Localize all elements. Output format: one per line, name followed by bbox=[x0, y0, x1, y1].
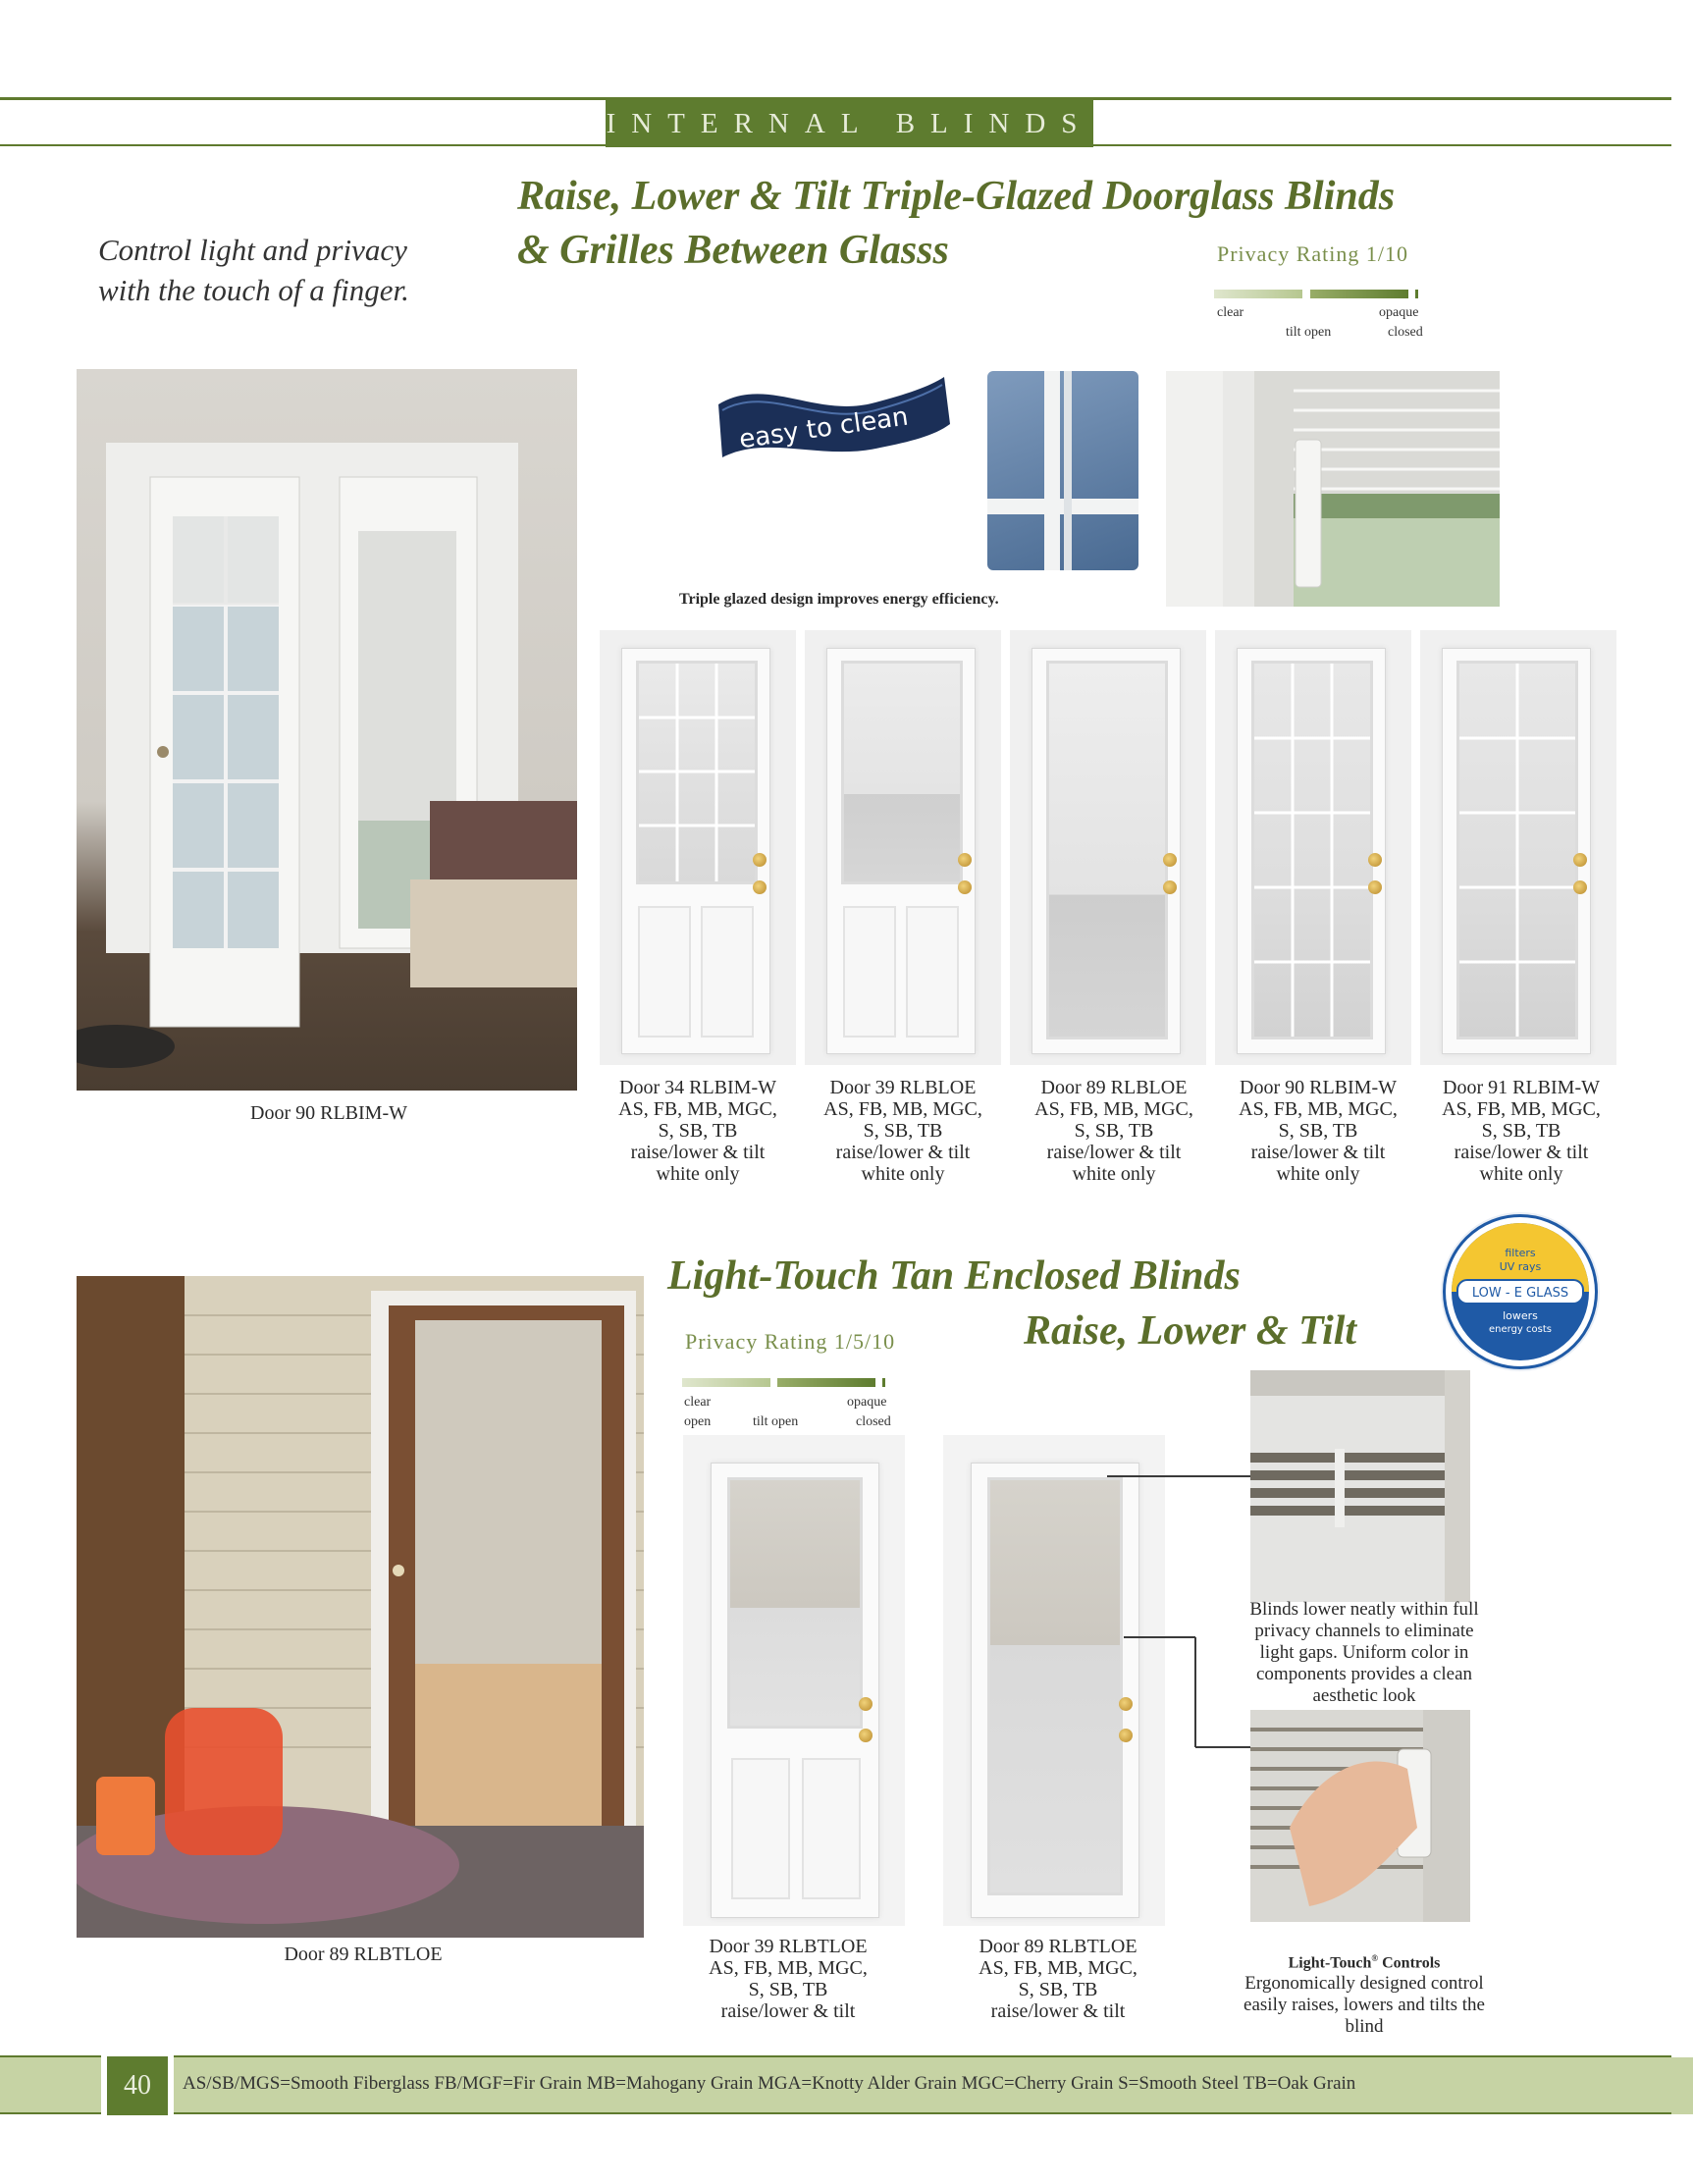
door-39-panel-right bbox=[906, 906, 959, 1038]
door-91-model: Door 91 RLBIM-W bbox=[1443, 1077, 1600, 1098]
door-91-slab bbox=[1442, 648, 1591, 1054]
section2-scale-bar-clear bbox=[682, 1378, 770, 1387]
door-39-model: Door 39 RLBLOE bbox=[829, 1077, 977, 1098]
section2-scale-label-tilt-open: tilt open bbox=[753, 1414, 799, 1429]
door-34-panel-right bbox=[701, 906, 754, 1038]
section1-title-line-2: & Grilles Between Glasss bbox=[517, 228, 949, 273]
banner-text: easy to clean bbox=[737, 401, 911, 455]
door-card-39-tan bbox=[683, 1435, 905, 1926]
door-34-operation: raise/lower & tilt bbox=[630, 1142, 766, 1163]
door-39-tan-finishes: AS, FB, MB, MGC, bbox=[709, 1957, 868, 1979]
section2-scale-label-open: open bbox=[684, 1414, 712, 1429]
section2-title-line-1: Light-Touch Tan Enclosed Blinds bbox=[667, 1253, 1241, 1299]
tagline bbox=[98, 230, 409, 310]
door-90-operation: raise/lower & tilt bbox=[1250, 1142, 1386, 1163]
door-90-model: Door 90 RLBIM-W bbox=[1240, 1077, 1397, 1098]
door-39-tan-operation: raise/lower & tilt bbox=[720, 2000, 856, 2022]
privacy-channel-detail-photo bbox=[1250, 1370, 1470, 1602]
door-card-39 bbox=[805, 630, 1001, 1065]
door-caption-39-tan bbox=[677, 1936, 899, 2022]
door-34-knob-upper bbox=[753, 853, 767, 867]
door-90-color: white only bbox=[1276, 1163, 1360, 1185]
door-39-tan-finishes-2: S, SB, TB bbox=[748, 1979, 828, 2000]
door-39-glass bbox=[841, 661, 963, 884]
section1-scale-bar-clear bbox=[1214, 290, 1302, 298]
door-34-glass bbox=[636, 661, 758, 884]
door-39-tan-knob-lower bbox=[859, 1729, 873, 1742]
door-91-knob-lower bbox=[1573, 880, 1587, 894]
door-34-finishes-2: S, SB, TB bbox=[658, 1120, 738, 1142]
section1-privacy-rating: Privacy Rating 1/10 bbox=[1217, 241, 1408, 266]
door-39-panel-left bbox=[843, 906, 896, 1038]
section1-scale-bar-end bbox=[1415, 290, 1418, 298]
section2-scale-bar-end bbox=[882, 1378, 885, 1387]
door-34-panel-left bbox=[638, 906, 691, 1038]
interior-door-photo bbox=[77, 369, 577, 1091]
controls-title-text: Light-Touch bbox=[1288, 1954, 1372, 1972]
door-89-operation: raise/lower & tilt bbox=[1046, 1142, 1182, 1163]
banner-ribbon-icon bbox=[709, 365, 956, 471]
blinds-note-line-1: Blinds lower neatly within full bbox=[1249, 1599, 1479, 1620]
controls-note bbox=[1217, 1973, 1511, 2038]
door-card-91 bbox=[1420, 630, 1616, 1065]
door-34-finishes: AS, FB, MB, MGC, bbox=[618, 1098, 777, 1120]
door-caption-34 bbox=[600, 1077, 796, 1185]
door-39-tan-model: Door 39 RLBTLOE bbox=[709, 1936, 868, 1957]
controls-title bbox=[1217, 1947, 1511, 1974]
door-89-tan-finishes-2: S, SB, TB bbox=[1018, 1979, 1098, 2000]
low-e-glass-badge bbox=[1443, 1214, 1598, 1369]
controls-note-line-3: blind bbox=[1345, 2016, 1384, 2037]
door-89-color: white only bbox=[1072, 1163, 1156, 1185]
section2-title-line-2: Raise, Lower & Tilt bbox=[1024, 1308, 1357, 1354]
door-89-glass bbox=[1046, 661, 1168, 1039]
door-91-glass bbox=[1456, 661, 1578, 1039]
section1-scale-label-closed: closed bbox=[1388, 325, 1423, 340]
section2-privacy-rating: Privacy Rating 1/5/10 bbox=[685, 1329, 896, 1354]
easy-to-clean-banner bbox=[709, 365, 956, 471]
door-caption-89 bbox=[1016, 1077, 1212, 1185]
section2-scale-label-clear: clear bbox=[684, 1395, 712, 1410]
material-legend: AS/SB/MGS=Smooth Fiberglass FB/MGF=Fir Grain MB=Mahogany Grain MGA=Knotty Alder Grain MGC=Cherry Grain S=Smooth Steel TB=Oak Grain bbox=[183, 2073, 1356, 2094]
section2-scale-bar-opaque bbox=[777, 1378, 875, 1387]
door-34-slab bbox=[621, 648, 770, 1054]
door-39-tan-glass bbox=[727, 1477, 863, 1729]
tagline-line-2: with the touch of a finger. bbox=[98, 273, 409, 307]
grille-closeup-drawing bbox=[987, 371, 1138, 570]
door-caption-89-tan bbox=[947, 1936, 1169, 2022]
door-91-finishes-2: S, SB, TB bbox=[1481, 1120, 1561, 1142]
door-91-color: white only bbox=[1479, 1163, 1563, 1185]
door-card-89 bbox=[1010, 630, 1206, 1065]
tagline-line-1: Control light and privacy bbox=[98, 233, 407, 267]
page-number: 40 bbox=[107, 2056, 168, 2115]
exterior-door-photo bbox=[77, 1276, 644, 1938]
door-89-tan-model: Door 89 RLBTLOE bbox=[979, 1936, 1137, 1957]
blind-handle-closeup-photo bbox=[1166, 371, 1500, 607]
door-card-90 bbox=[1215, 630, 1411, 1065]
door-89-knob-upper bbox=[1163, 853, 1177, 867]
door-39-tan-slab bbox=[711, 1463, 879, 1918]
door-89-finishes-2: S, SB, TB bbox=[1074, 1120, 1154, 1142]
blinds-note-line-5: aesthetic look bbox=[1312, 1685, 1416, 1706]
door-90-slab bbox=[1237, 648, 1386, 1054]
interior-scene-drawing bbox=[77, 369, 577, 1091]
section1-scale-bar-opaque bbox=[1310, 290, 1408, 298]
door-card-34 bbox=[600, 630, 796, 1065]
door-89-tan-operation: raise/lower & tilt bbox=[990, 2000, 1126, 2022]
door-91-grille bbox=[1459, 664, 1575, 1037]
door-91-operation: raise/lower & tilt bbox=[1454, 1142, 1589, 1163]
door-caption-39 bbox=[805, 1077, 1001, 1185]
section2-scale-label-opaque: opaque bbox=[847, 1395, 887, 1410]
door-39-knob-lower bbox=[958, 880, 972, 894]
badge-text-bottom: lowers bbox=[1503, 1309, 1538, 1322]
controls-title-mark: ® bbox=[1371, 1953, 1379, 1963]
door-89-slab bbox=[1032, 648, 1181, 1054]
controls-note-line-1: Ergonomically designed control bbox=[1244, 1973, 1484, 1994]
privacy-channel-drawing bbox=[1250, 1370, 1470, 1602]
low-e-badge-icon bbox=[1446, 1217, 1595, 1366]
badge-text-top: filters bbox=[1505, 1247, 1536, 1259]
door-89-tan-finishes: AS, FB, MB, MGC, bbox=[979, 1957, 1137, 1979]
blinds-note bbox=[1217, 1599, 1511, 1707]
door-39-knob-upper bbox=[958, 853, 972, 867]
door-89-knob-lower bbox=[1163, 880, 1177, 894]
door-90-finishes-2: S, SB, TB bbox=[1278, 1120, 1358, 1142]
door-90-grille bbox=[1254, 664, 1370, 1037]
section2-main-photo-caption: Door 89 RLBTLOE bbox=[284, 1944, 443, 1965]
door-39-color: white only bbox=[861, 1163, 945, 1185]
blinds-note-line-4: components provides a clean bbox=[1255, 1664, 1472, 1684]
door-39-tan-knob-upper bbox=[859, 1697, 873, 1711]
door-91-knob-upper bbox=[1573, 853, 1587, 867]
door-39-finishes-2: S, SB, TB bbox=[863, 1120, 943, 1142]
door-90-finishes: AS, FB, MB, MGC, bbox=[1239, 1098, 1398, 1120]
door-90-knob-upper bbox=[1368, 853, 1382, 867]
triple-glazed-closeup-photo bbox=[987, 371, 1138, 570]
door-90-glass bbox=[1251, 661, 1373, 1039]
section1-scale-label-opaque: opaque bbox=[1379, 305, 1419, 320]
door-39-operation: raise/lower & tilt bbox=[835, 1142, 971, 1163]
blinds-note-line-2: privacy channels to eliminate bbox=[1254, 1621, 1474, 1641]
badge-text-bottom-2: energy costs bbox=[1489, 1324, 1552, 1335]
door-91-finishes: AS, FB, MB, MGC, bbox=[1442, 1098, 1601, 1120]
light-touch-drawing bbox=[1250, 1710, 1470, 1922]
exterior-scene-drawing bbox=[77, 1276, 644, 1938]
controls-note-line-2: easily raises, lowers and tilts the bbox=[1243, 1995, 1485, 2015]
door-39-finishes: AS, FB, MB, MGC, bbox=[823, 1098, 982, 1120]
door-90-knob-lower bbox=[1368, 880, 1382, 894]
door-39-slab bbox=[826, 648, 976, 1054]
door-39-tan-panel-right bbox=[802, 1758, 861, 1899]
door-34-model: Door 34 RLBIM-W bbox=[619, 1077, 776, 1098]
section2-scale-label-closed: closed bbox=[856, 1414, 891, 1429]
door-39-tan-panel-left bbox=[731, 1758, 790, 1899]
section1-main-photo-caption: Door 90 RLBIM-W bbox=[250, 1102, 407, 1124]
blinds-note-line-3: light gaps. Uniform color in bbox=[1259, 1642, 1469, 1663]
door-34-grille bbox=[639, 664, 755, 881]
section1-scale-label-clear: clear bbox=[1217, 305, 1244, 320]
badge-text-middle: LOW - E GLASS bbox=[1471, 1286, 1569, 1301]
door-89-model: Door 89 RLBLOE bbox=[1040, 1077, 1188, 1098]
controls-title-suffix: Controls bbox=[1378, 1954, 1441, 1972]
badge-text-top-2: UV rays bbox=[1499, 1260, 1542, 1273]
light-touch-controls-photo bbox=[1250, 1710, 1470, 1922]
triple-glazed-note: Triple glazed design improves energy efficiency. bbox=[679, 591, 999, 608]
door-34-color: white only bbox=[656, 1163, 740, 1185]
door-caption-90 bbox=[1220, 1077, 1416, 1185]
section-label: INTERNAL BLINDS bbox=[606, 100, 1093, 147]
door-89-finishes: AS, FB, MB, MGC, bbox=[1034, 1098, 1193, 1120]
section1-title-line-1: Raise, Lower & Tilt Triple-Glazed Doorglass Blinds bbox=[517, 174, 1396, 219]
section1-scale-label-tilt-open: tilt open bbox=[1286, 325, 1332, 340]
door-34-knob-lower bbox=[753, 880, 767, 894]
door-caption-91 bbox=[1423, 1077, 1619, 1185]
footer-rule-bottom bbox=[0, 2112, 1671, 2114]
blind-closeup-drawing bbox=[1166, 371, 1500, 607]
